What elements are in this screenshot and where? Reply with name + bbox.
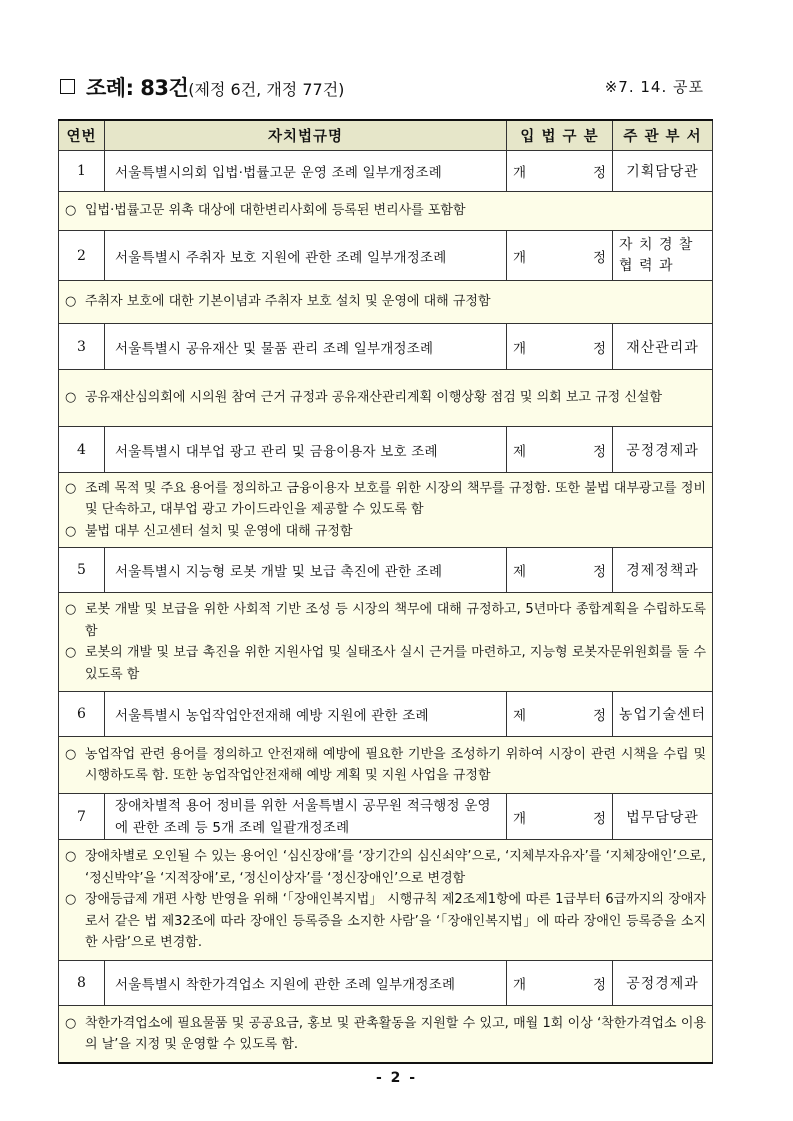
row-number: 8: [59, 961, 105, 1006]
ordinance-description: ○ 주취자 보호에 대한 기본이념과 주취자 보호 설치 및 운영에 대해 규정함: [59, 281, 713, 324]
legislation-type: 제 정: [507, 692, 613, 737]
section-header: [60, 74, 710, 104]
department: 공정경제과: [613, 961, 713, 1006]
ordinance-description: ○ 농업작업 관련 용어를 정의하고 안전재해 예방에 필요한 기반을 조성하기 위하여 시장이 관련 시책을 수립 및 시행하도록 함. 또한 농업작업안전재해 예방 계획 및 지원 사업을 규정함: [59, 737, 713, 794]
bullet-icon: ○: [65, 746, 77, 762]
table-row: [59, 548, 713, 593]
promulgation-note: ※7. 14. 공포: [604, 78, 704, 96]
page-number: - 2 -: [375, 1070, 418, 1086]
department: 재산관리과: [613, 324, 713, 370]
bullet-icon: ○: [65, 390, 77, 406]
description-row: [59, 370, 713, 427]
ordinance-description: ○ 착한가격업소에 필요물품 및 공공요금, 홍보 및 관촉활동을 지원할 수 있고, 매월 1회 이상 ‘착한가격업소 이용의 날’을 지정 및 운영할 수 있도록 함.: [59, 1006, 713, 1064]
department: 자 치 경 찰 협 력 과: [613, 231, 713, 281]
bullet-icon: ○: [65, 892, 77, 908]
table-header-row: [59, 120, 713, 151]
title-subtitle: (제정 6건, 개정 77건): [188, 80, 345, 99]
ordinance-description: ○ 로봇 개발 및 보급을 위한 사회적 기반 조성 등 시장의 책무에 대해 규정하고, 5년마다 종합계획을 수립하도록 함 ○ 로봇의 개발 및 보급 촉진을 위한 지원사업 및 실태조사 실시 근거를 마련하고, 지능형 로봇자문위원회를 둘 수 있도록 함: [59, 593, 713, 692]
table-row: [59, 794, 713, 840]
description-row: [59, 281, 713, 324]
bullet-icon: ○: [65, 294, 77, 310]
ordinance-name: 서울특별시 농업작업안전재해 예방 지원에 관한 조례: [105, 692, 507, 737]
department: 법무담당관: [613, 794, 713, 840]
ordinance-name: 서울특별시 주취자 보호 지원에 관한 조례 일부개정조례: [105, 231, 507, 281]
department: 경제정책과: [613, 548, 713, 593]
row-number: 1: [59, 151, 105, 192]
row-number: 3: [59, 324, 105, 370]
legislation-type: 개 정: [507, 961, 613, 1006]
bullet-icon: ○: [65, 849, 77, 865]
legislation-type: 개 정: [507, 151, 613, 192]
bullet-icon: ○: [65, 480, 77, 496]
bullet-icon: ○: [65, 203, 77, 219]
row-number: 7: [59, 794, 105, 840]
description-row: [59, 192, 713, 231]
legislation-type: 개 정: [507, 794, 613, 840]
department: 공정경제과: [613, 427, 713, 473]
col-header-name: 자치법규명: [105, 120, 507, 151]
bullet-icon: ○: [65, 645, 77, 660]
bullet-icon: ○: [65, 1015, 77, 1031]
row-number: 2: [59, 231, 105, 281]
col-header-number: 연번: [59, 120, 105, 151]
checkbox-square-icon: [60, 79, 75, 94]
section-title: [86, 72, 344, 102]
title-text: 조례: 83건: [86, 76, 189, 100]
ordinance-name: 서울특별시 대부업 광고 관리 및 금융이용자 보호 조례: [105, 427, 507, 473]
ordinance-name: 서울특별시 지능형 로봇 개발 및 보급 촉진에 관한 조례: [105, 548, 507, 593]
ordinance-description: ○ 입법·법률고문 위촉 대상에 대한변리사회에 등록된 변리사를 포함함: [59, 192, 713, 231]
ordinance-name: 장애차별적 용어 정비를 위한 서울특별시 공무원 적극행정 운영에 관한 조례 등 5개 조례 일괄개정조례: [105, 794, 507, 840]
table-row: [59, 961, 713, 1006]
col-header-dept: 주 관 부 서: [613, 120, 713, 151]
ordinance-name: 서울특별시의회 입법·법률고문 운영 조례 일부개정조례: [105, 151, 507, 192]
description-row: [59, 473, 713, 548]
legislation-type: 제 정: [507, 427, 613, 473]
department: 기획담당관: [613, 151, 713, 192]
ordinance-name: 서울특별시 공유재산 및 물품 관리 조례 일부개정조례: [105, 324, 507, 370]
ordinance-description: ○ 조례 목적 및 주요 용어를 정의하고 금융이용자 보호를 위한 시장의 책무를 규정함. 또한 불법 대부광고를 정비 및 단속하고, 대부업 광고 가이드라인을 제공할 수 있도록 함 ○ 불법 대부 신고센터 설치 및 운영에 대해 규정함: [59, 473, 713, 548]
description-row: [59, 737, 713, 794]
legislation-type: 개 정: [507, 231, 613, 281]
table-row: [59, 324, 713, 370]
description-row: [59, 1006, 713, 1064]
legislation-type: 제 정: [507, 548, 613, 593]
table-row: [59, 692, 713, 737]
row-number: 6: [59, 692, 105, 737]
ordinance-name: 서울특별시 착한가격업소 지원에 관한 조례 일부개정조례: [105, 961, 507, 1006]
legislation-type: 개 정: [507, 324, 613, 370]
ordinance-description: ○ 장애차별로 오인될 수 있는 용어인 ‘심신장애’를 ‘장기간의 심신쇠약’으로, ‘지체부자유자’를 ‘지체장애인’으로, ‘정신박약’을 ‘지적장애’로, ‘정신이상자’를 ‘정신장애인’으로 변경함 ○ 장애등급제 개편 사항 반영을 위해 ‘「장애인복지법」 시행규칙 제2조제1항에 따른 1급부터 6급까지의 장애자로서 같은 법 제32조에 따라 장애인 등록증을 소지한 사람’을 ‘「장애인복지법」에 따라 장애인 등록증을 소지한 사람’으로 변경함.: [59, 840, 713, 961]
table-row: [59, 427, 713, 473]
col-header-type: 입 법 구 분: [507, 120, 613, 151]
bullet-icon: ○: [65, 602, 77, 617]
row-number: 5: [59, 548, 105, 593]
ordinance-table: [58, 119, 713, 1064]
row-number: 4: [59, 427, 105, 473]
table-row: [59, 231, 713, 281]
description-row: [59, 840, 713, 961]
ordinance-description: ○ 공유재산심의회에 시의원 참여 근거 규정과 공유재산관리계획 이행상황 점검 및 의회 보고 규정 신설함: [59, 370, 713, 427]
table-row: [59, 151, 713, 192]
bullet-icon: ○: [65, 523, 77, 539]
department: 농업기술센터: [613, 692, 713, 737]
description-row: [59, 593, 713, 692]
